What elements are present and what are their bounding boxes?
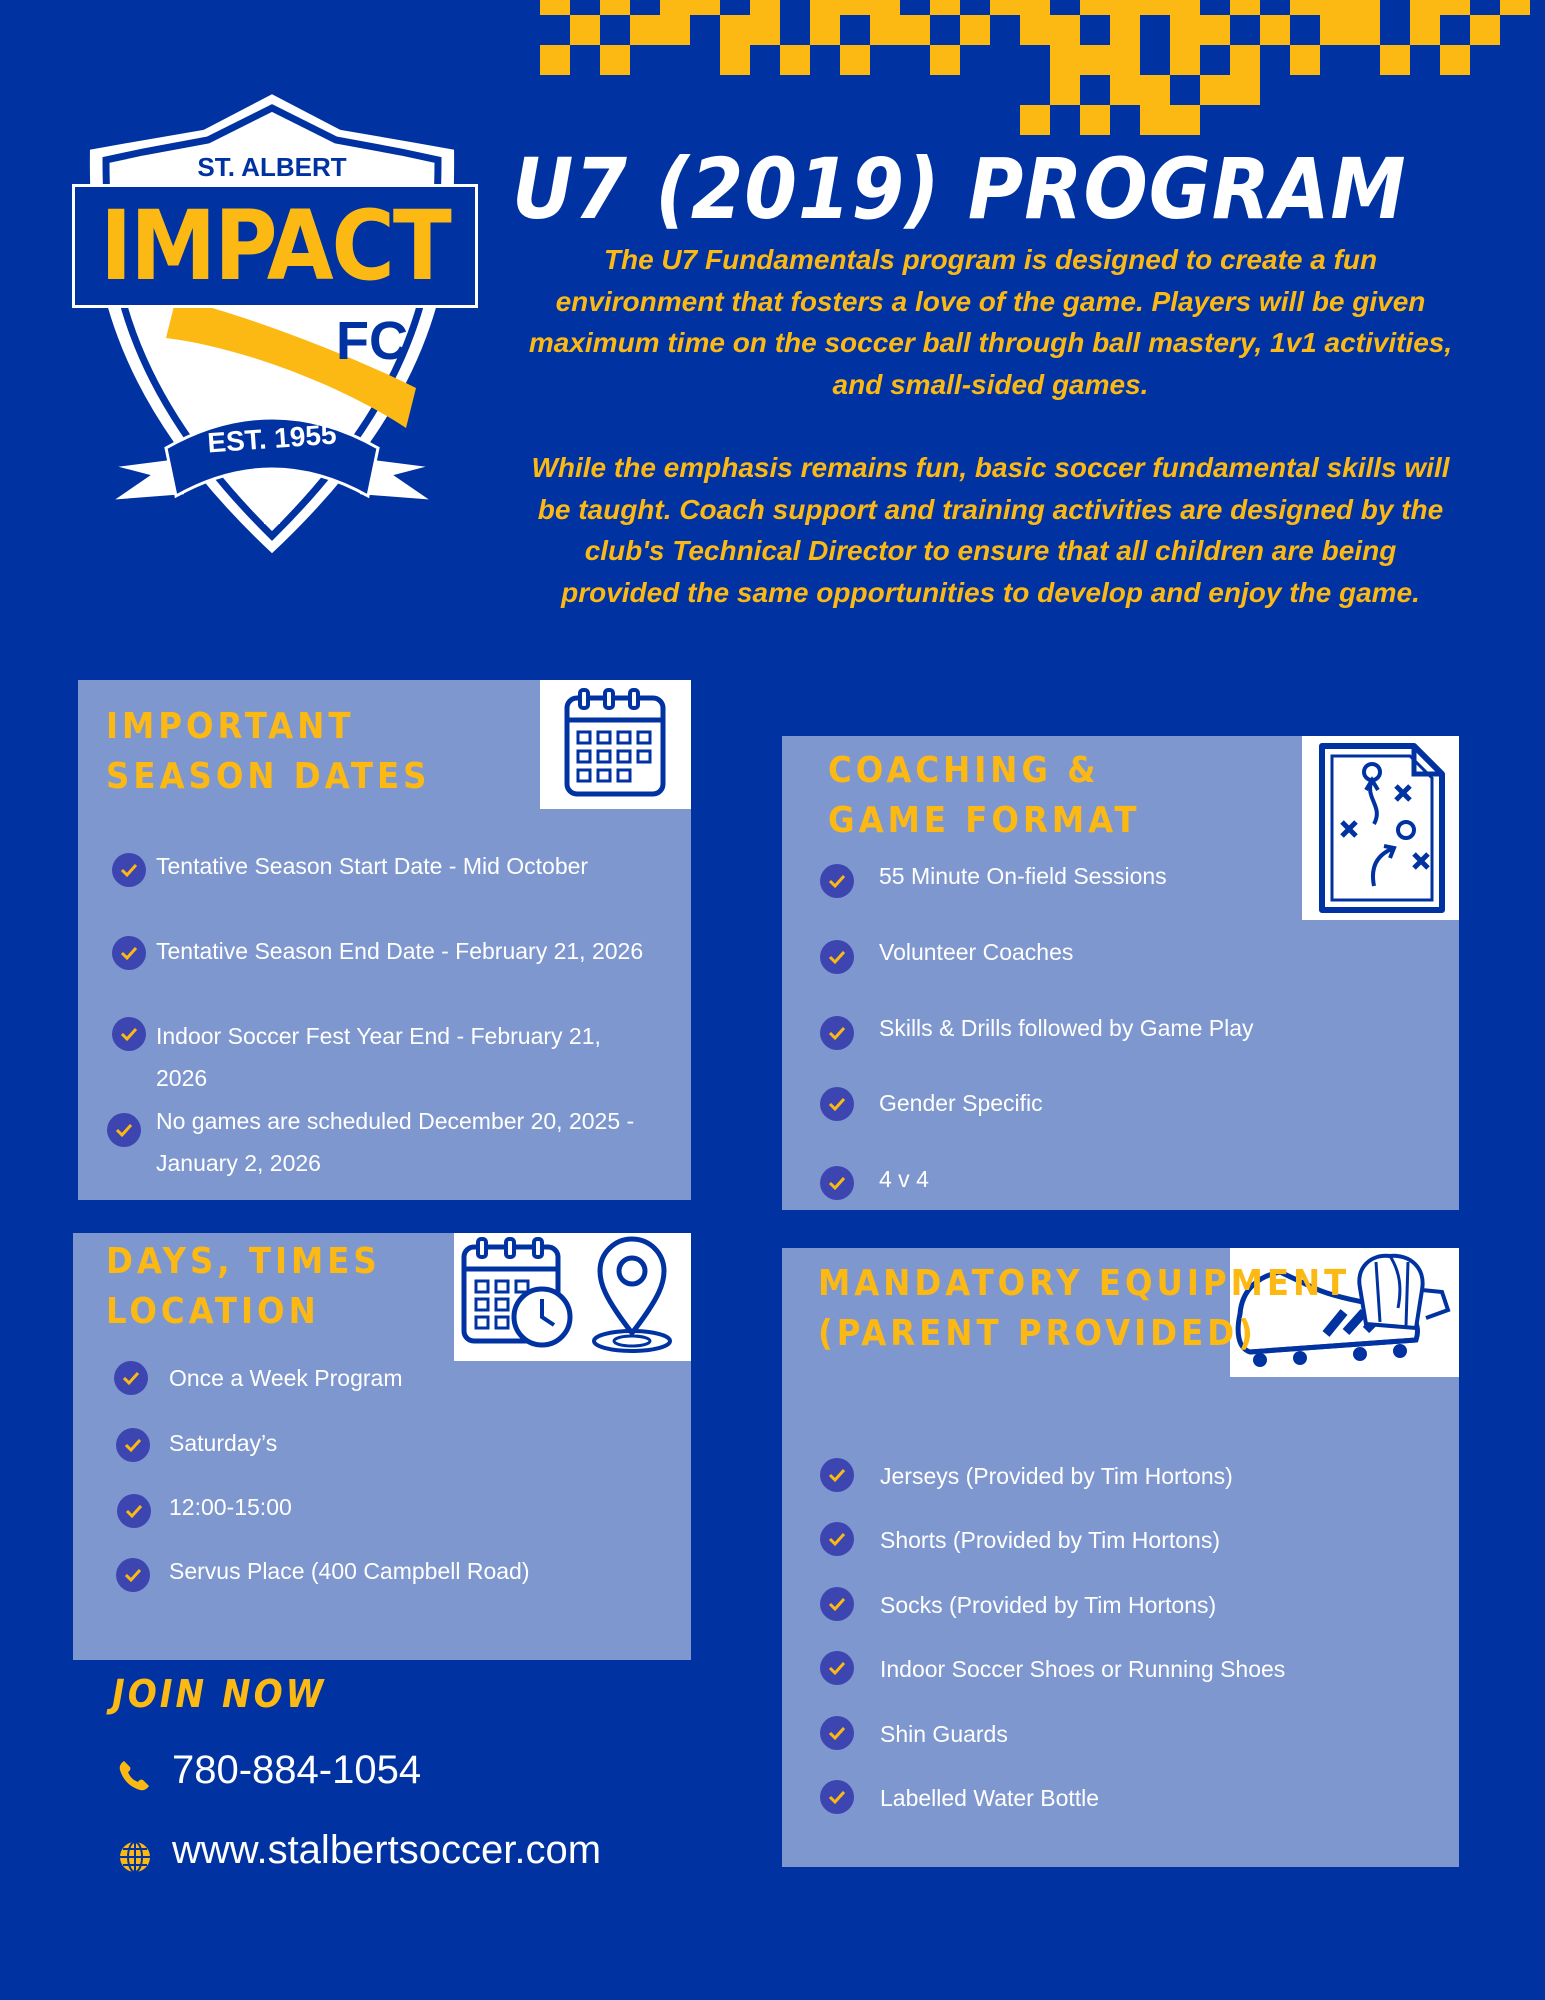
playbook-icon [1302,736,1459,920]
list-item: Servus Place (400 Campbell Road) [169,1558,530,1584]
list-item: Tentative Season End Date - February 21, 2026 [156,938,644,964]
days-times-title: DAYS, TIMES LOCATION [106,1241,381,1332]
equipment-title: MANDATORY EQUIPMENT (PARENT PROVIDED) [818,1263,1351,1354]
check-icon [107,1113,141,1147]
check-icon [820,940,854,974]
check-icon [820,1458,854,1492]
calendar-clock-icon [454,1233,691,1361]
check-icon [820,864,854,898]
season-dates-title: IMPORTANT SEASON DATES [106,706,431,797]
list-item: Volunteer Coaches [879,939,1074,965]
check-icon [112,1017,146,1051]
check-icon [116,1558,150,1592]
logo-main-text: IMPACT [72,184,478,308]
list-item: January 2, 2026 [156,1150,321,1176]
phone-number[interactable]: 780-884-1054 [172,1748,422,1792]
list-item: Shorts (Provided by Tim Hortons) [880,1527,1221,1553]
list-item: 12:00-15:00 [169,1494,292,1520]
check-icon [116,1428,150,1462]
list-item: Skills & Drills followed by Game Play [879,1015,1254,1041]
list-item: Gender Specific [879,1090,1043,1116]
intro-paragraph-2: While the emphasis remains fun, basic soccer fundamental skills will be taught. Coach support and training activities are designed by the club's Technical Director to ensure that all children are being provided the same opportunities to develop and enjoy the game. [531,452,1450,608]
website-link[interactable]: www.stalbertsoccer.com [172,1828,602,1872]
check-icon [820,1522,854,1556]
list-item: 2026 [156,1065,208,1091]
phone-icon [116,1758,152,1799]
list-item: Socks (Provided by Tim Hortons) [880,1592,1217,1618]
check-icon [820,1087,854,1121]
globe-icon [118,1840,152,1879]
logo-top-text: ST. ALBERT [197,152,347,182]
check-icon [820,1780,854,1814]
intro-paragraph-1: The U7 Fundamentals program is designed to create a fun environment that fosters a love of the game. Players will be given maximum time on the soccer ball through ball mastery, 1v1 activities, and small-sided games. [528,244,1453,400]
logo-sub-text: FC [336,311,408,371]
list-item: Labelled Water Bottle [880,1785,1100,1811]
check-icon [117,1494,151,1528]
list-item: No games are scheduled December 20, 2025 - [156,1108,635,1134]
list-item: 55 Minute On-field Sessions [879,863,1167,889]
calendar-icon [540,680,691,809]
list-item: Indoor Soccer Fest Year End - February 21, [156,1023,601,1049]
check-icon [820,1651,854,1685]
list-item: 4 v 4 [879,1166,929,1192]
check-icon [112,853,146,887]
list-item: Saturday’s [169,1430,278,1456]
check-icon [112,936,146,970]
page-title: U7 (2019) PROGRAM [512,140,1407,238]
list-item: Once a Week Program [169,1365,403,1391]
check-icon [114,1361,148,1395]
join-now-title: JOIN NOW [112,1672,327,1716]
check-icon [820,1716,854,1750]
check-icon [820,1166,854,1200]
list-item: Indoor Soccer Shoes or Running Shoes [880,1656,1286,1682]
check-icon [820,1587,854,1621]
list-item: Tentative Season Start Date - Mid October [156,853,589,879]
list-item: Shin Guards [880,1721,1008,1747]
club-logo [66,88,478,560]
list-item: Jerseys (Provided by Tim Hortons) [880,1463,1233,1489]
logo-est-text: EST. 1955 [206,418,338,459]
check-icon [820,1016,854,1050]
coaching-title: COACHING & GAME FORMAT [828,750,1141,841]
